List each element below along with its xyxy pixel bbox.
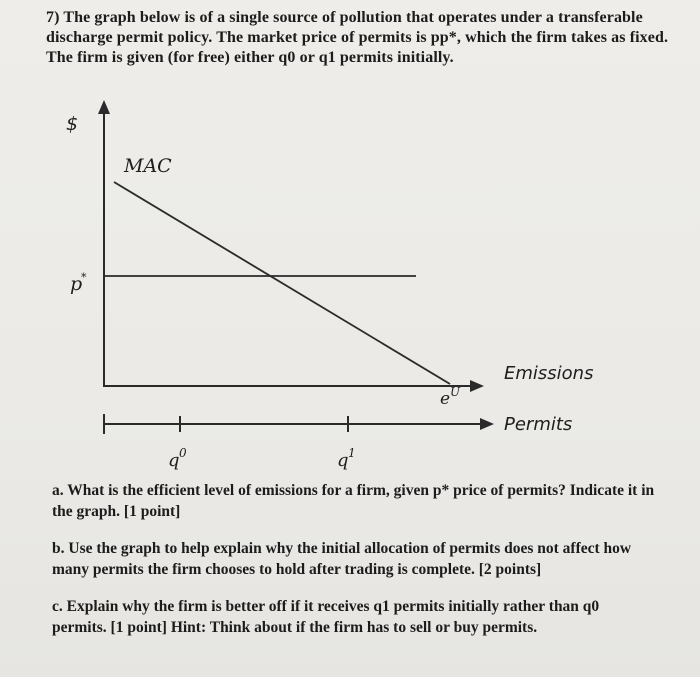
permits-label: Permits [504, 414, 573, 435]
question-line-2: discharge permit policy. The market price of permits is pp*, which the firm takes as fixed. [46, 29, 669, 46]
permits-axis-arrowhead [480, 418, 494, 430]
mac-label: MAC [124, 155, 172, 177]
part-c-line-1: c. Explain why the firm is better off if it receives q1 permits initially rather than q0 [52, 598, 600, 615]
part-b-line-1: b. Use the graph to help explain why the initial allocation of permits does not affect how [52, 540, 632, 557]
part-a-line-1: a. What is the efficient level of emissions for a firm, given p* price of permits? Indicate it in [52, 482, 655, 499]
price-label: p [70, 273, 83, 295]
q1-label-superscript: 1 [348, 446, 356, 460]
y-axis-arrowhead [98, 100, 110, 114]
q0-label-superscript: 0 [179, 446, 187, 460]
q1-label: q [337, 450, 349, 471]
q0-label: q [168, 450, 180, 471]
emissions-axis-arrowhead [470, 380, 484, 392]
y-axis-label: $ [66, 113, 79, 135]
part-c-line-2: permits. [1 point] Hint: Think about if the firm has to sell or buy permits. [52, 619, 538, 636]
mac-curve [114, 182, 450, 384]
eu-label-superscript: U [450, 385, 461, 399]
part-c [52, 596, 692, 638]
emissions-label: Emissions [504, 363, 594, 384]
question-parts [52, 480, 692, 654]
part-b [52, 538, 692, 580]
price-label-superscript: * [81, 271, 87, 284]
eu-label: e [440, 389, 451, 409]
question-line-1: 7) The graph below is of a single source of pollution that operates under a transferable [46, 9, 643, 26]
part-a [52, 480, 692, 522]
question-line-3: The firm is given (for free) either q0 or q1 permits initially. [46, 49, 454, 66]
part-b-line-2: many permits the firm chooses to hold after trading is complete. [2 points] [52, 561, 542, 578]
part-a-line-2: the graph. [1 point] [52, 503, 181, 520]
